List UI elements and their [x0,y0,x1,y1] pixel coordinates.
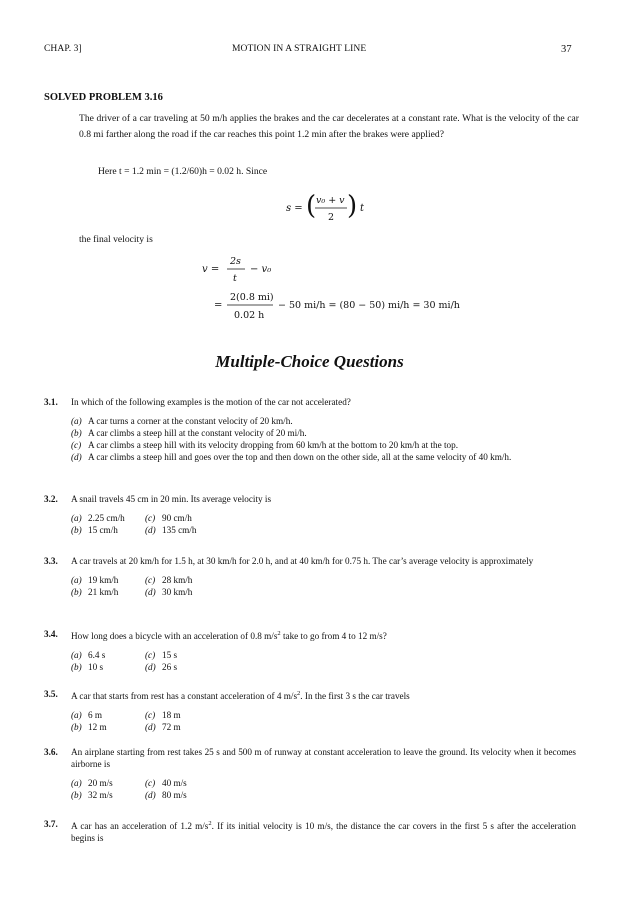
eq1-rhs: t [360,203,365,214]
option-a-text: 19 km/h [88,575,119,585]
question-number: 3.1. [44,397,58,407]
option-c-label: (c) [145,710,156,721]
option-d-text: 72 m [162,722,181,733]
options-grid [71,649,576,673]
option-b-label: (b) [71,662,82,673]
option-d-text: 135 cm/h [162,525,197,535]
question-3-6 [44,746,576,801]
eq1-lhs: s = [286,203,303,214]
question-3-2 [44,493,576,536]
option-d-label: (d) [145,587,156,597]
final-velocity-intro: the final velocity is [79,234,153,245]
option-b: (b) A car climbs a steep hill at the constant velocity of 20 mi/h. [71,428,307,438]
question-number: 3.7. [44,819,58,829]
eq3-numerator: 2(0.8 mi) [230,292,274,303]
eq2-numerator: 2s [230,256,241,267]
eq2-rhs: − v₀ [250,264,272,275]
eq2-denominator: t [233,273,237,284]
option-b-text: 32 m/s [88,790,113,800]
question-3-5 [44,688,576,733]
option-a-label: (a) [71,710,82,721]
eq1-denominator: 2 [328,212,335,223]
option-b-text: 12 m [88,722,107,733]
options-grid [71,574,576,598]
option-c-label: (c) [145,778,156,788]
option-c-label: (c) [145,650,156,661]
option-d-label: (d) [145,722,156,733]
option-b-label: (b) [71,722,82,733]
option-a-label: (a) [71,575,82,585]
option-a-text: 20 m/s [88,778,113,788]
question-number: 3.4. [44,629,58,639]
options-grid [71,777,576,801]
question-3-1 [44,396,576,463]
option-d-text: 26 s [162,662,178,673]
option-c: (c) A car climbs a steep hill with its velocity dropping from 60 km/h at the bottom to 20 km/h at the top. [71,440,458,450]
eq3-equals: = [214,300,223,311]
question-3-4 [44,628,576,673]
option-b-text: 10 s [88,662,104,673]
option-b-text: 21 km/h [88,587,119,597]
equation-final-velocity [200,251,300,285]
solved-problem-title: SOLVED PROBLEM 3.16 [44,92,163,103]
option-a-label: (a) [71,650,82,661]
eq1-paren-left: ( [306,191,317,221]
eq1-numerator: v₀ + v [316,195,345,206]
page-number: 37 [561,44,572,55]
option-d-text: 80 m/s [162,790,187,800]
options-list [71,415,576,463]
eq2-lhs: v = [202,264,220,275]
options-grid [71,512,576,536]
eq1-paren-right: ) [347,191,358,221]
option-b-text: 15 cm/h [88,525,118,535]
option-a-text: 6.4 s [88,650,106,661]
options-grid [71,709,576,733]
question-number: 3.2. [44,494,58,504]
option-d-text: 30 km/h [162,587,193,597]
eq3-denominator: 0.02 h [234,310,265,321]
option-c-text: 15 s [162,650,178,661]
option-c-text: 90 cm/h [162,513,192,523]
question-3-7 [44,818,576,844]
option-c-label: (c) [145,513,156,523]
problem-statement: The driver of a car traveling at 50 m/h applies the brakes and the car decelerates at a constant rate. What is the velocity of the car 0.8 mi farther along the road if the car reaches this point 1.2 min after the brakes were applied? [79,113,579,140]
question-text: An airplane starting from rest takes 25 s and 500 m of runway at constant acceleration to leave the ground. Its velocity when it becomes airborne is [71,747,576,769]
option-a-label: (a) [71,513,82,523]
option-b-label: (b) [71,525,82,535]
chapter-label: CHAP. 3] [44,44,82,54]
question-text: In which of the following examples is the motion of the car not accelerated? [71,397,351,407]
question-text: A car travels at 20 km/h for 1.5 h, at 30 km/h for 2.0 h, and at 40 km/h for 0.75 h. The car’s average velocity is approximately [71,556,534,566]
option-d-label: (d) [145,662,156,673]
solution-here-line: Here t = 1.2 min = (1.2/60)h = 0.02 h. Since [98,166,268,177]
running-title: MOTION IN A STRAIGHT LINE [232,44,367,54]
option-c-text: 40 m/s [162,778,187,788]
option-c-label: (c) [145,575,156,585]
option-b-label: (b) [71,587,82,597]
question-text: A car that starts from rest has a constant acceleration of 4 $m/s^2$. In the first 3 s the car travels [71,690,410,702]
eq3-rhs: − 50 mi/h = (80 − 50) mi/h = 30 mi/h [278,300,460,311]
question-number: 3.5. [44,689,58,699]
option-a-label: (a) [71,778,82,788]
option-a: (a) A car turns a corner at the constant velocity of 20 km/h. [71,416,293,426]
option-d-label: (d) [145,525,156,535]
option-c-text: 18 m [162,710,181,721]
option-c-text: 28 km/h [162,575,193,585]
option-d: (d) A car climbs a steep hill and goes over the top and then down on the other side, all at the same velocity of 40 km/h. [71,452,512,462]
option-a-text: 6 m [88,710,103,721]
section-title: Multiple-Choice Questions [215,352,404,371]
equation-displacement [280,188,390,228]
equation-numeric-result [210,288,470,324]
question-number: 3.6. [44,747,58,757]
option-a-text: 2.25 cm/h [88,513,125,523]
question-text: A car has an acceleration of 1.2 $m/s^2$. If its initial velocity is 10 m/s, the distance the car covers in the first 5 s after the acceleration begins is [71,820,576,844]
question-number: 3.3. [44,556,58,566]
option-b-label: (b) [71,790,82,800]
option-d-label: (d) [145,790,156,800]
question-text: How long does a bicycle with an acceleration of 0.8 $m/s^2$ take to go from 4 to 12 m/s? [71,630,387,642]
question-text: A snail travels 45 cm in 20 min. Its average velocity is [71,494,272,504]
question-3-3 [44,555,576,598]
